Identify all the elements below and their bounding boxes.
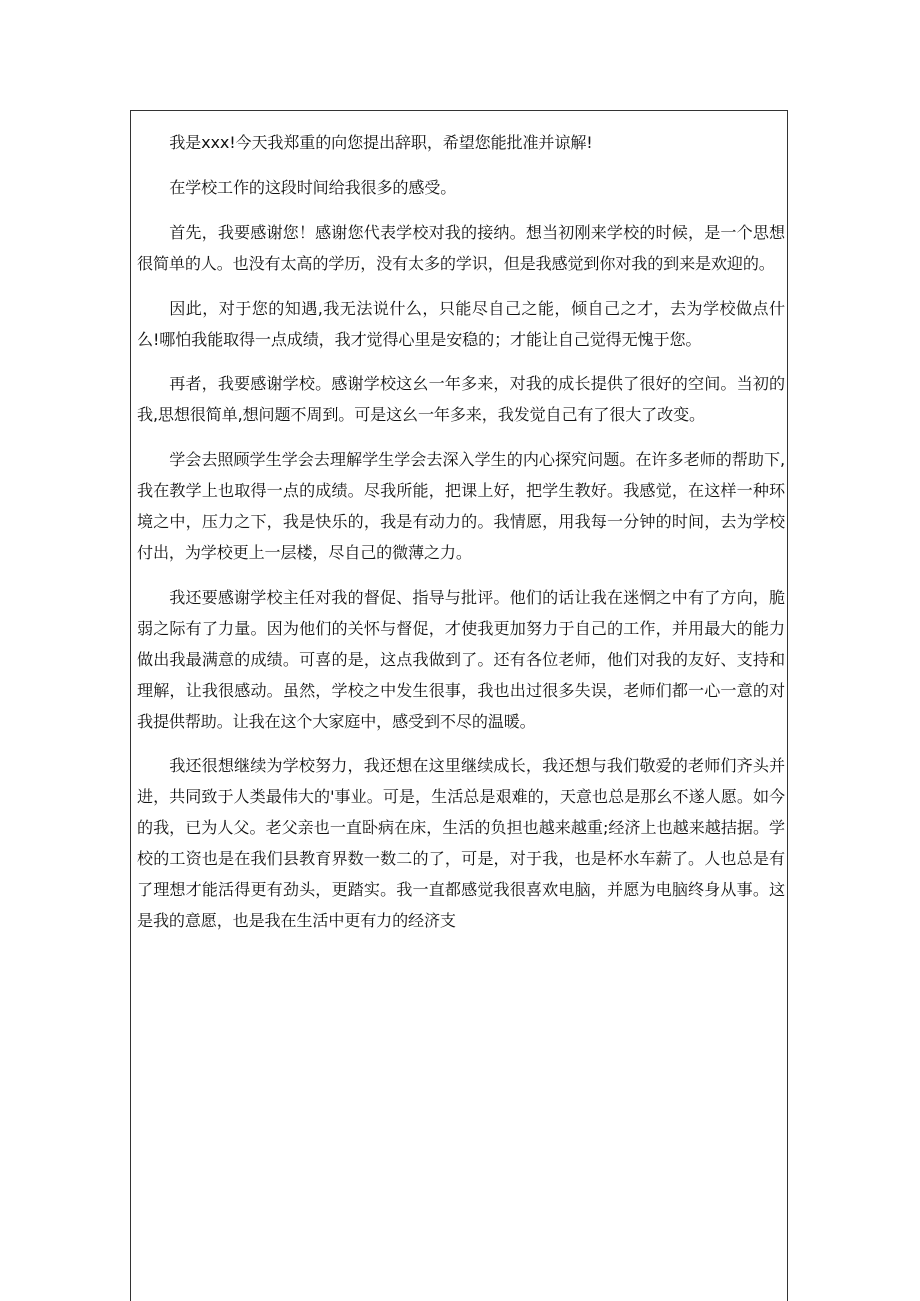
document-page bbox=[130, 110, 788, 1301]
paragraph-8: 我还很想继续为学校努力，我还想在这里继续成长，我还想与我们敬爱的老师们齐头并进，共同致于人类最伟大的'事业。可是，生活总是艰难的，天意也总是那幺不遂人愿。如今的我，已为人父。老父亲也一直卧病在床，生活的负担也越来越重;经济上也越来越拮据。学校的工资也是在我们县教育界数一数二的了，可是，对于我，也是杯水车薪了。人也总是有了理想才能活得更有劲头，更踏实。我一直都感觉我很喜欢电脑，并愿为电脑终身从事。这是我的意愿，也是我在生活中更有力的经济支 bbox=[137, 756, 785, 930]
paragraph-2: 在学校工作的这段时间给我很多的感受。 bbox=[169, 177, 457, 197]
paragraph-1: 我是xxx!今天我郑重的向您提出辞职，希望您能批准并谅解! bbox=[169, 133, 593, 152]
paragraph-6: 学会去照顾学生学会去理解学生学会去深入学生的内心探究问题。在许多老师的帮助下,我在教学上也取得一点的成绩。尽我所能，把课上好，把学生教好。我感觉，在这样一种环境之中，压力之下，我是快乐的，我是有动力的。我情愿，用我每一分钟的时间，去为学校付出，为学校更上一层楼，尽自己的微薄之力。 bbox=[137, 450, 785, 562]
paragraph-3: 首先，我要感谢您！感谢您代表学校对我的接纳。想当初刚来学校的时候，是一个思想很简单的人。也没有太高的学历，没有太多的学识，但是我感觉到你对我的到来是欢迎的。 bbox=[137, 222, 785, 273]
document-body bbox=[137, 128, 785, 951]
paragraph-5: 再者，我要感谢学校。感谢学校这幺一年多来，对我的成长提供了很好的空间。当初的我,思想很简单,想问题不周到。可是这幺一年多来，我发觉自己有了很大了改变。 bbox=[137, 374, 785, 425]
paragraph-7: 我还要感谢学校主任对我的督促、指导与批评。他们的话让我在迷惘之中有了方向，脆弱之际有了力量。因为他们的关怀与督促，才使我更加努力于自己的工作，并用最大的能力做出我最满意的成绩。可喜的是，这点我做到了。还有各位老师，他们对我的友好、支持和理解，让我很感动。虽然，学校之中发生很事，我也出过很多失误，老师们都一心一意的对我提供帮助。让我在这个大家庭中，感受到不尽的温暖。 bbox=[137, 587, 785, 731]
paragraph-4: 因此，对于您的知遇,我无法说什么，只能尽自己之能，倾自己之才，去为学校做点什么!哪怕我能取得一点成绩，我才觉得心里是安稳的；才能让自己觉得无愧于您。 bbox=[137, 298, 785, 349]
